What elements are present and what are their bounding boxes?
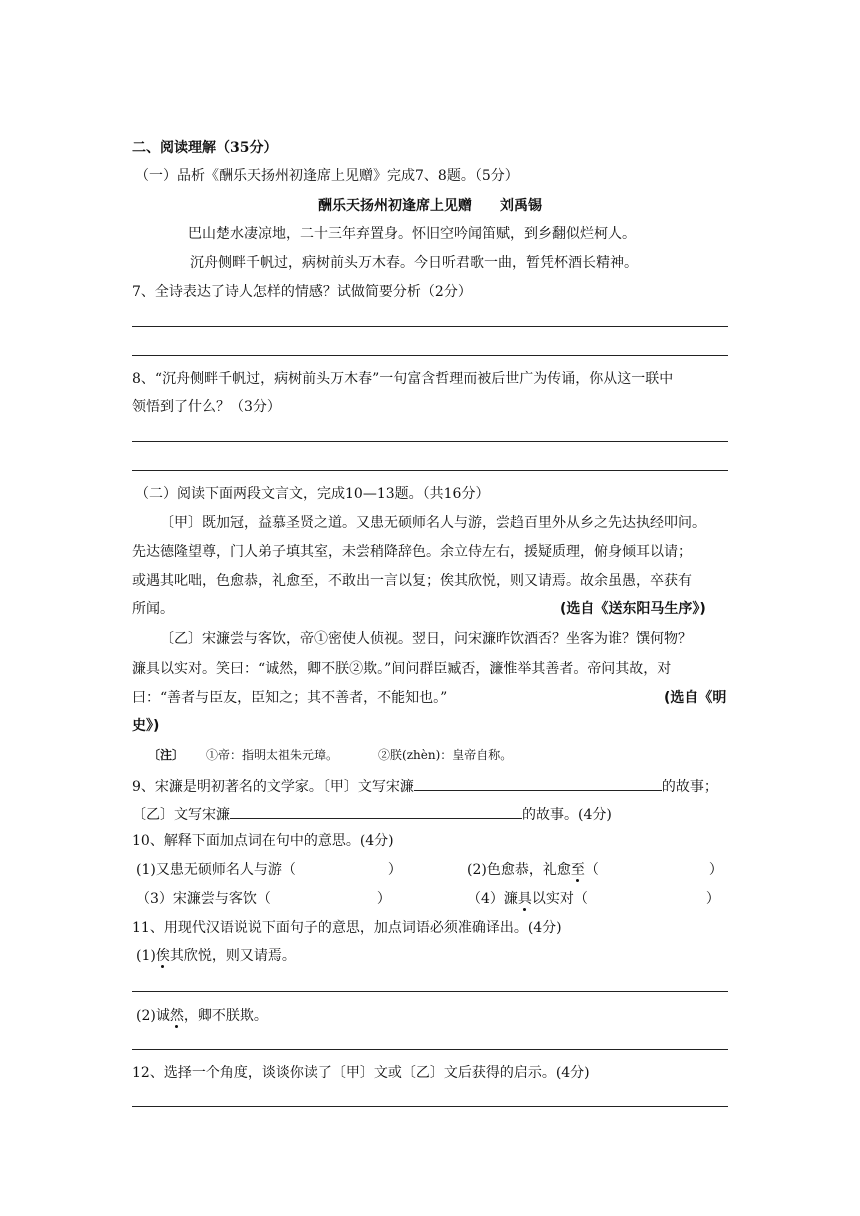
jia-paragraph-line-4: 所闻。 [132,601,174,617]
q9-text-b: 的故事； [661,779,718,795]
q11-item-1 [136,946,296,966]
answer-line-q8-1[interactable] [132,441,728,442]
question-12: 12、选择一个角度，谈谈你读了〔甲〕文或〔乙〕文后获得的启示。(4分) [132,1065,590,1081]
yi-paragraph-line-1: 〔乙〕宋濂尝与客饮，帝①密使人侦视。翌日，问宋濂昨饮酒否？坐客为谁？馔何物？ [160,631,692,647]
jia-source: (选自《送东阳马生序》) [560,601,706,617]
poem-title: 酬乐天扬州初逢席上见赠 刘禹锡 [318,198,542,214]
question-9-line-1 [132,774,718,797]
q11-item-2 [136,1006,268,1026]
jia-paragraph-line-3: 或遇其叱咄，色愈恭，礼愈至，不敢出一言以复；俟其欣悦，则又请焉。故余虽愚，卒获有 [132,573,692,589]
q10-1-close-paren: ） [387,862,402,878]
answer-line-q11-1[interactable] [132,991,728,992]
q10-item-3 [136,889,391,909]
question-8-line-2: 领悟到了什么？（3分） [132,399,281,415]
note-1: ①帝：指明太祖朱元璋。 [206,748,339,762]
question-11: 11、用现代汉语说说下面句子的意思，加点词语必须准确译出。(4分) [132,920,562,936]
answer-line-q8-2[interactable] [132,470,728,471]
q11-2-text-c: ，卿不朕欺。 [183,1008,268,1024]
part1-heading: （一）品析《酬乐天扬州初逢席上见赠》完成7、8题。（5分） [135,168,519,184]
notes [148,745,512,765]
question-10: 10、解释下面加点词在句中的意思。(4分) [132,833,394,849]
q11-1-dotted-word: 俟 [155,948,170,964]
notes-label: 〔注〕 [148,748,185,762]
q9-blank-1[interactable] [414,774,662,791]
q10-4-text-c: 以实对（ [531,891,588,907]
q10-4-close-paren: ） [705,891,720,907]
q9-text-c: 〔乙〕文写宋濂 [132,807,230,823]
question-7: 7、全诗表达了诗人怎样的情感？试做简要分析（2分） [132,284,472,300]
q11-2-text-a: (2)诚 [136,1008,170,1024]
q10-3-close-paren: ） [376,891,391,907]
q11-2-dotted-word: 然 [169,1008,184,1024]
q10-item-4 [467,889,720,909]
q11-1-number: (1) [136,948,156,964]
q10-3-text-c: 与客饮（ [214,891,271,907]
q10-1-text-b: 师名人与游（ [211,862,296,878]
answer-line-q11-2[interactable] [132,1049,728,1050]
q9-blank-2[interactable] [230,802,522,819]
q10-item-2 [467,860,723,880]
yi-paragraph-line-3: 曰：“善者与臣友，臣知之；其不善者，不能知也。” [132,690,448,706]
q9-text-a: 9、宋濂是明初著名的文学家。〔甲〕文写宋濂 [132,779,414,795]
yi-source-part-1: (选自《明 [664,690,727,706]
q10-item-1 [136,860,402,880]
q10-2-dotted-word: 至 [570,862,585,878]
q10-2-text-a: (2)色愈恭，礼愈 [467,862,571,878]
q11-1-text: 其欣悦，则又请焉。 [169,948,296,964]
note-2: ②朕(zhèn)：皇帝自称。 [378,748,513,762]
q10-3-text-a: （3）宋濂 [136,891,201,907]
answer-line-q7-1[interactable] [132,326,728,327]
yi-paragraph-line-2: 濂具以实对。笑曰：“诚然，卿不朕②欺。”间问群臣臧否，濂惟举其善者。帝问其故，对 [132,661,672,677]
q10-4-text-a: （4）濂 [467,891,518,907]
part2-heading: （二）阅读下面两段文言文，完成10—13题。（共16分） [135,486,490,502]
poem-line-2: 沉舟侧畔千帆过，病树前头万木春。今日听君歌一曲，暂凭杯酒长精神。 [190,255,638,271]
q10-2-open-paren: （ [584,862,599,878]
answer-line-q12[interactable] [132,1106,728,1107]
question-8-line-1: 8、“沉舟侧畔千帆过，病树前头万木春”一句富含哲理而被后世广为传诵，你从这一联中 [132,371,674,387]
q10-3-word: 尝 [200,891,215,907]
q10-2-close-paren: ） [708,862,723,878]
q9-text-d: 的故事。(4分) [522,807,612,823]
jia-paragraph-line-1: 〔甲〕既加冠，益慕圣贤之道。又患无硕师名人与游，尝趋百里外从乡之先达执经叩问。 [160,515,706,531]
jia-paragraph-line-2: 先达德隆望尊，门人弟子填其室，未尝稍降辞色。余立侍左右，援疑质理，俯身倾耳以请； [132,544,692,560]
question-9-line-2 [132,802,612,825]
answer-line-q7-2[interactable] [132,355,728,356]
q10-1-text-a: (1)又患无硕 [136,862,212,878]
yi-source-part-2: 史》) [132,718,160,734]
q10-4-dotted-word: 具 [517,891,532,907]
poem-line-1: 巴山楚水凄凉地，二十三年弃置身。怀旧空吟闻笛赋，到乡翻似烂柯人。 [188,226,636,242]
section-title: 二、阅读理解（35分） [132,140,278,156]
